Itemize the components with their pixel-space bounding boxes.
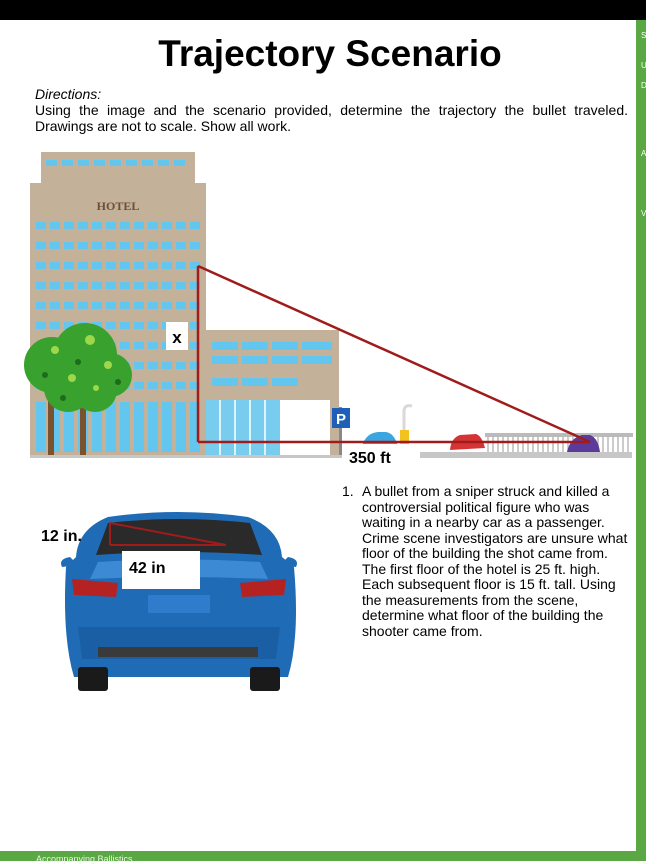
entrance-door	[280, 400, 330, 455]
hotel-window	[120, 322, 130, 329]
hotel-window	[120, 242, 130, 249]
hotel-window	[120, 282, 130, 289]
hotel-window	[162, 262, 172, 269]
hotel-window	[36, 222, 46, 229]
hotel-window	[50, 262, 60, 269]
hotel-window	[134, 242, 144, 249]
fence	[485, 433, 633, 437]
hotel-window	[120, 342, 130, 349]
window-length-label: 42 in	[129, 560, 166, 577]
hotel-window	[176, 382, 186, 389]
hotel-window	[134, 342, 144, 349]
hotel-window	[36, 242, 46, 249]
parking-sign-letter: P	[335, 411, 347, 428]
hotel-window	[162, 222, 172, 229]
hotel-window	[78, 302, 88, 309]
hotel-window	[50, 322, 60, 329]
storefront-glass	[206, 400, 280, 455]
hotel-window	[78, 222, 88, 229]
height-label: x	[172, 328, 182, 347]
hotel-roof-block	[41, 152, 195, 186]
hotel-window	[50, 242, 60, 249]
hotel-window	[148, 322, 158, 329]
hotel-window	[162, 382, 172, 389]
hotel-window	[92, 242, 102, 249]
distance-label: 350 ft	[349, 450, 391, 467]
question-list	[342, 484, 632, 639]
hotel-window	[162, 302, 172, 309]
hotel-window	[36, 422, 46, 452]
hotel-window	[134, 302, 144, 309]
left-wheel	[78, 667, 108, 691]
hotel-window	[134, 362, 144, 369]
hotel-window	[148, 262, 158, 269]
hotel-window	[50, 302, 60, 309]
top-bar	[0, 0, 646, 20]
hotel-window	[64, 222, 74, 229]
hotel-window	[64, 422, 74, 452]
hotel-window	[36, 302, 46, 309]
hotel-sign: HOTEL	[96, 199, 140, 213]
directions-label: Directions:	[35, 86, 102, 102]
hotel-window	[162, 422, 172, 452]
hotel-window	[92, 302, 102, 309]
hotel-window	[148, 282, 158, 289]
hotel-window	[162, 282, 172, 289]
tree-trunk	[48, 400, 54, 455]
footer-text: Accompanying Ballistics	[36, 854, 133, 864]
hotel-window	[106, 262, 116, 269]
hotel-window	[162, 242, 172, 249]
hotel-window	[162, 362, 172, 369]
hotel-window	[120, 302, 130, 309]
right-sidebar: S U D A V	[636, 20, 646, 861]
page-title: Trajectory Scenario	[158, 33, 502, 74]
car-rear-diagram	[38, 487, 328, 699]
hotel-window	[148, 382, 158, 389]
hotel-window	[106, 302, 116, 309]
hotel-window	[92, 262, 102, 269]
hotel-window	[92, 222, 102, 229]
hotel-window	[134, 222, 144, 229]
hotel-window	[64, 242, 74, 249]
target-car	[567, 435, 600, 452]
hotel-window	[148, 242, 158, 249]
hotel-window	[106, 422, 116, 452]
hotel-window	[78, 282, 88, 289]
footer-bar	[0, 851, 636, 864]
hotel-window	[106, 282, 116, 289]
hotel-window	[176, 242, 186, 249]
plate-area	[148, 595, 210, 613]
question-text: A bullet from a sniper struck and killed a controversial political figure who was waiting in a nearby car as a passenger. Crime scene investigators are unsure what floor of the building the shot came from. The first floor of the hotel is 25 ft. high. Each subsequent floor is 15 ft. tall. Using the measurements from the scene, determine what floor of the building the shooter came from.	[362, 483, 628, 639]
right-wheel	[250, 667, 280, 691]
hotel-window	[134, 282, 144, 289]
hotel-window	[176, 302, 186, 309]
blue-car	[362, 432, 398, 446]
hotel-window	[50, 282, 60, 289]
hotel-window	[190, 222, 200, 229]
hotel-window	[36, 282, 46, 289]
hotel-window	[92, 282, 102, 289]
window-height-label: 12 in.	[41, 528, 82, 545]
hotel-window	[64, 282, 74, 289]
hotel-window	[78, 242, 88, 249]
hotel-window	[134, 382, 144, 389]
hotel-window	[64, 302, 74, 309]
hotel-scene-illustration	[30, 150, 632, 470]
directions-text: Using the image and the scenario provided, determine the trajectory the bullet traveled. Drawings are not to scale. Show all work.	[35, 102, 628, 134]
hotel-window	[148, 222, 158, 229]
hotel-window	[176, 222, 186, 229]
hotel-window	[50, 222, 60, 229]
hotel-window	[148, 342, 158, 349]
hotel-window	[134, 422, 144, 452]
hotel-window	[78, 262, 88, 269]
hotel-window	[148, 362, 158, 369]
hotel-window	[36, 322, 46, 329]
hotel-window	[120, 262, 130, 269]
hotel-window	[92, 422, 102, 452]
hotel-window	[148, 422, 158, 452]
hotel-window	[190, 242, 200, 249]
hotel-window	[176, 422, 186, 452]
hotel-window	[106, 222, 116, 229]
hotel-window	[176, 282, 186, 289]
hotel-window	[120, 422, 130, 452]
hotel-window	[64, 262, 74, 269]
question-number: 1.	[342, 483, 354, 499]
hotel-window	[176, 262, 186, 269]
hotel-window	[36, 262, 46, 269]
diffuser	[98, 647, 258, 657]
question-item	[342, 484, 632, 639]
hotel-window	[176, 362, 186, 369]
hotel-window	[148, 302, 158, 309]
hotel-window	[134, 262, 144, 269]
lamp-post	[404, 406, 412, 430]
hotel-window	[106, 242, 116, 249]
hotel-window	[120, 222, 130, 229]
hotel-window	[106, 322, 116, 329]
hotel-window	[134, 322, 144, 329]
